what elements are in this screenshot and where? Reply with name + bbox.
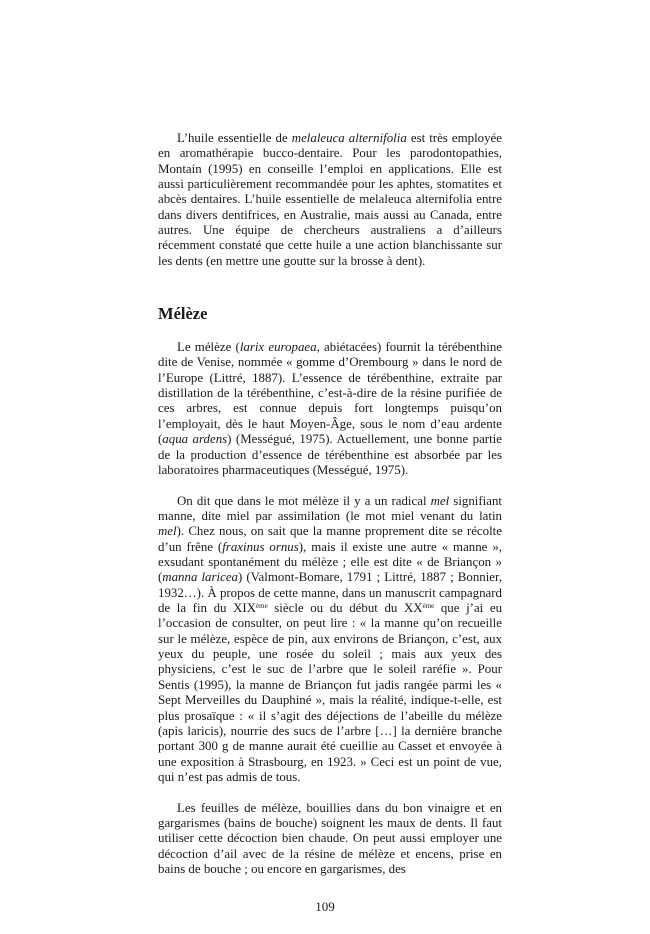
text-run: L’huile essentielle de xyxy=(177,131,292,145)
italic-term: aqua ardens xyxy=(162,432,228,447)
text-run: ), mais il existe une autre « manne », exsudant spontanément du mélèze ; elle est dite « de Briançon » ( xyxy=(158,539,502,585)
intro-section xyxy=(158,131,502,269)
italic-term: larix europaea xyxy=(239,340,317,355)
italic-term: mel xyxy=(158,524,177,539)
italic-term: fraxinus ornus xyxy=(222,539,299,554)
text-run: siècle ou du début du XX xyxy=(267,601,423,616)
text-run: ) (Valmont-Bomare, 1791 ; Littré, 1887 ; Bonnier, 1932…). À propos de cette manne, dans un manuscrit campagnard de la fin du XIX xyxy=(158,570,503,616)
text-run: ) (Mességué, 1975). Actuellement, une bonne partie de la production d’essence de térébenthine est absorbée par les laboratoires pharmaceutiques (Mességué, 1975). xyxy=(158,432,502,477)
italic-term: manna laricea xyxy=(162,570,238,585)
text-run: ). Chez nous, on sait que la manne proprement dite se récolte d’un frêne ( xyxy=(158,524,502,554)
page-number: 109 xyxy=(315,899,335,915)
superscript: ème xyxy=(256,601,268,610)
italic-term: mel xyxy=(430,493,450,508)
text-run: est très employée en aromathérapie bucco-dentaire. Pour les parodontopathies, Montain (1995) en conseille l’emploi en applications. Elle est aussi particulièrement recommandée pour les aphtes, stomatites et abcès dentaires. L’huile essentielle de melaleuca alternifolia entre dans divers dentifrices, en Australie, mais aussi au Canada, entre autres. Une équipe de chercheurs australiens a d’ailleurs récemment constaté que cette huile a une action blanchissante sur les dents (en mettre une goutte sur la brosse à dent). xyxy=(158,131,502,268)
text-run: , abiétacées) fournit la térébenthine dite de Venise, nommée « gomme d’Orembourg » dans le nord de l’Europe (Littré, 1887). L’essence de térébenthine, extraite par distillation de la térébenthine, c’est-à-dire de la résine purifiée de ces arbres, est connue depuis fort longtemps puisqu’on l’employait, dès le haut Moyen-Âge, sous le nom d’eau ardente ( xyxy=(158,340,503,447)
text-run: Les feuilles de mélèze, bouillies dans du bon vinaigre et en gargarismes (bains de bouche) soignent les maux de dents. Il faut utiliser cette décoction bien chaude. On peut aussi employer une décoction d’ail avec de la résine de mélèze et encens, prise en bains de bouche ; ou encore en gargarismes, des xyxy=(158,800,502,877)
italic-term: melaleuca alternifolia xyxy=(291,131,407,145)
text-run: que j’ai eu l’occasion de consulter, on peut lire : « la manne qu’on recueille sur le mélèze, espèce de pin, aux environs de Briançon, c’est, aux yeux du peuple, une rosée du soleil ; mais aux yeux des physiciens, c’est le suc de l’arbre que le soleil raréfie ». Pour Sentis (1995), la manne de Briançon fut jadis rangée parmi les « Sept Merveilles du Dauphiné », mais la réalité, indique-t-elle, est plus prosaïque : « il s’agit des déjections de l’abeille du mélèze (apis laricis), nourrie des sucs de l’arbre […] la dernière branche portant 300 g de manne aurait été cueillie au Casset et envoyée à une exposition à Strasbourg, en 1923. » Ceci est un point de vue, qui n’est pas admis de tous. xyxy=(158,601,503,784)
section-heading: Mélèze xyxy=(158,304,208,324)
paragraph-feuilles-meleze xyxy=(158,801,502,878)
text-run: Le mélèze ( xyxy=(177,340,240,355)
page-body xyxy=(158,0,502,934)
paragraph-manne-briancon xyxy=(158,494,502,786)
text-run: On dit que dans le mot mélèze il y a un radical xyxy=(177,493,431,508)
paragraph-melaleuca xyxy=(158,131,502,269)
text-run: signifiant manne, dite miel par assimilation (le mot miel venant du latin xyxy=(158,493,502,524)
superscript: ème xyxy=(422,601,435,610)
meleze-section xyxy=(158,340,502,877)
paragraph-meleze-terebenthine xyxy=(158,340,502,478)
